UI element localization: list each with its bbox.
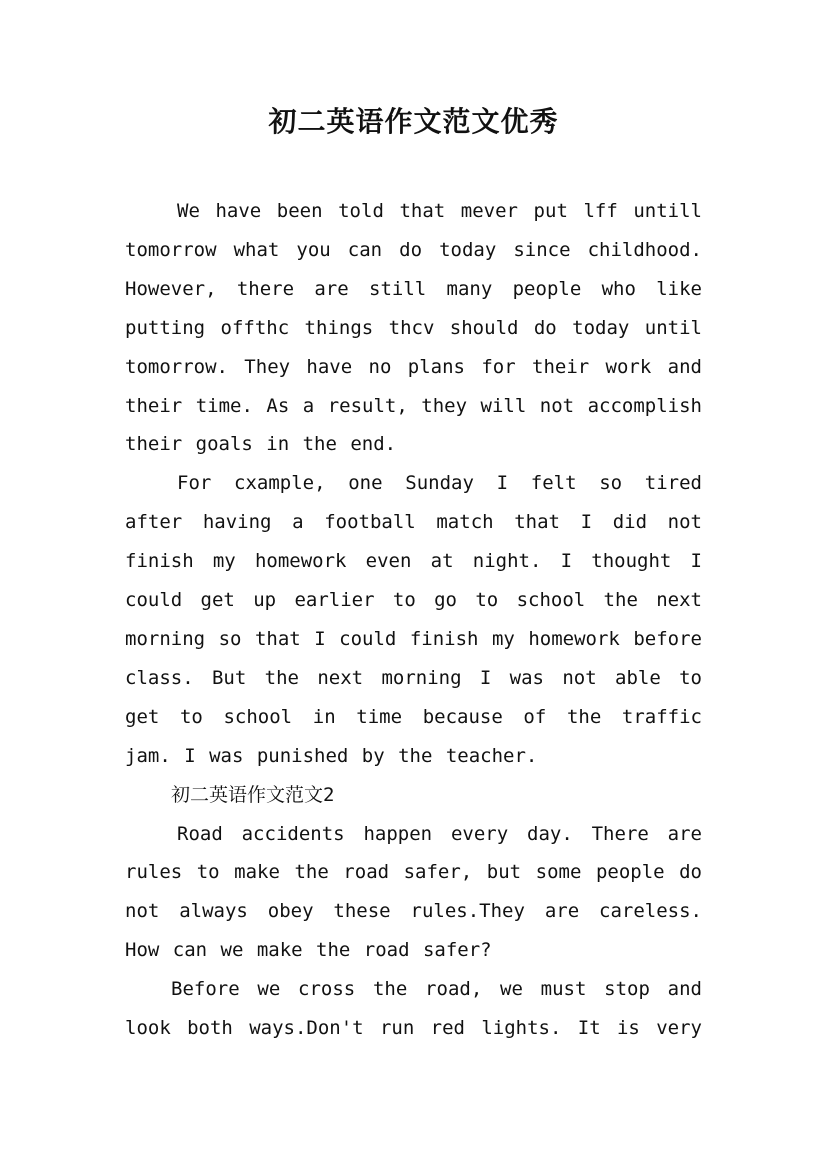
paragraph-4: Before we cross the road, we must stop and look both ways.Don't run red lights. It is very <box>125 978 702 1040</box>
document-body <box>125 192 702 1048</box>
document-title: 初二英语作文范文优秀 <box>268 105 559 138</box>
paragraph-3: Road accidents happen every day. There are rules to make the road safer, but some people do not always obey these rules.They are careless. How can we make the road safer? <box>125 822 702 962</box>
section-heading-2: 初二英语作文范文2 <box>171 783 335 806</box>
paragraph-1: We have been told that mever put lff untill tomorrow what you can do today since childhood. However, there are still many people who like putting offthc things thcv should do today until tomorrow. They have no plans for their work and their time. As a result, they will not accomplish their goals in the end. <box>125 200 702 456</box>
paragraph-2: For cxample, one Sunday I felt so tired after having a football match that I did not finish my homework even at night. I thought I could get up earlier to go to school the next morning so that I could finish my homework before class. But the next morning I was not able to get to school in time because of the traffic jam. I was punished by the teacher. <box>125 472 702 767</box>
